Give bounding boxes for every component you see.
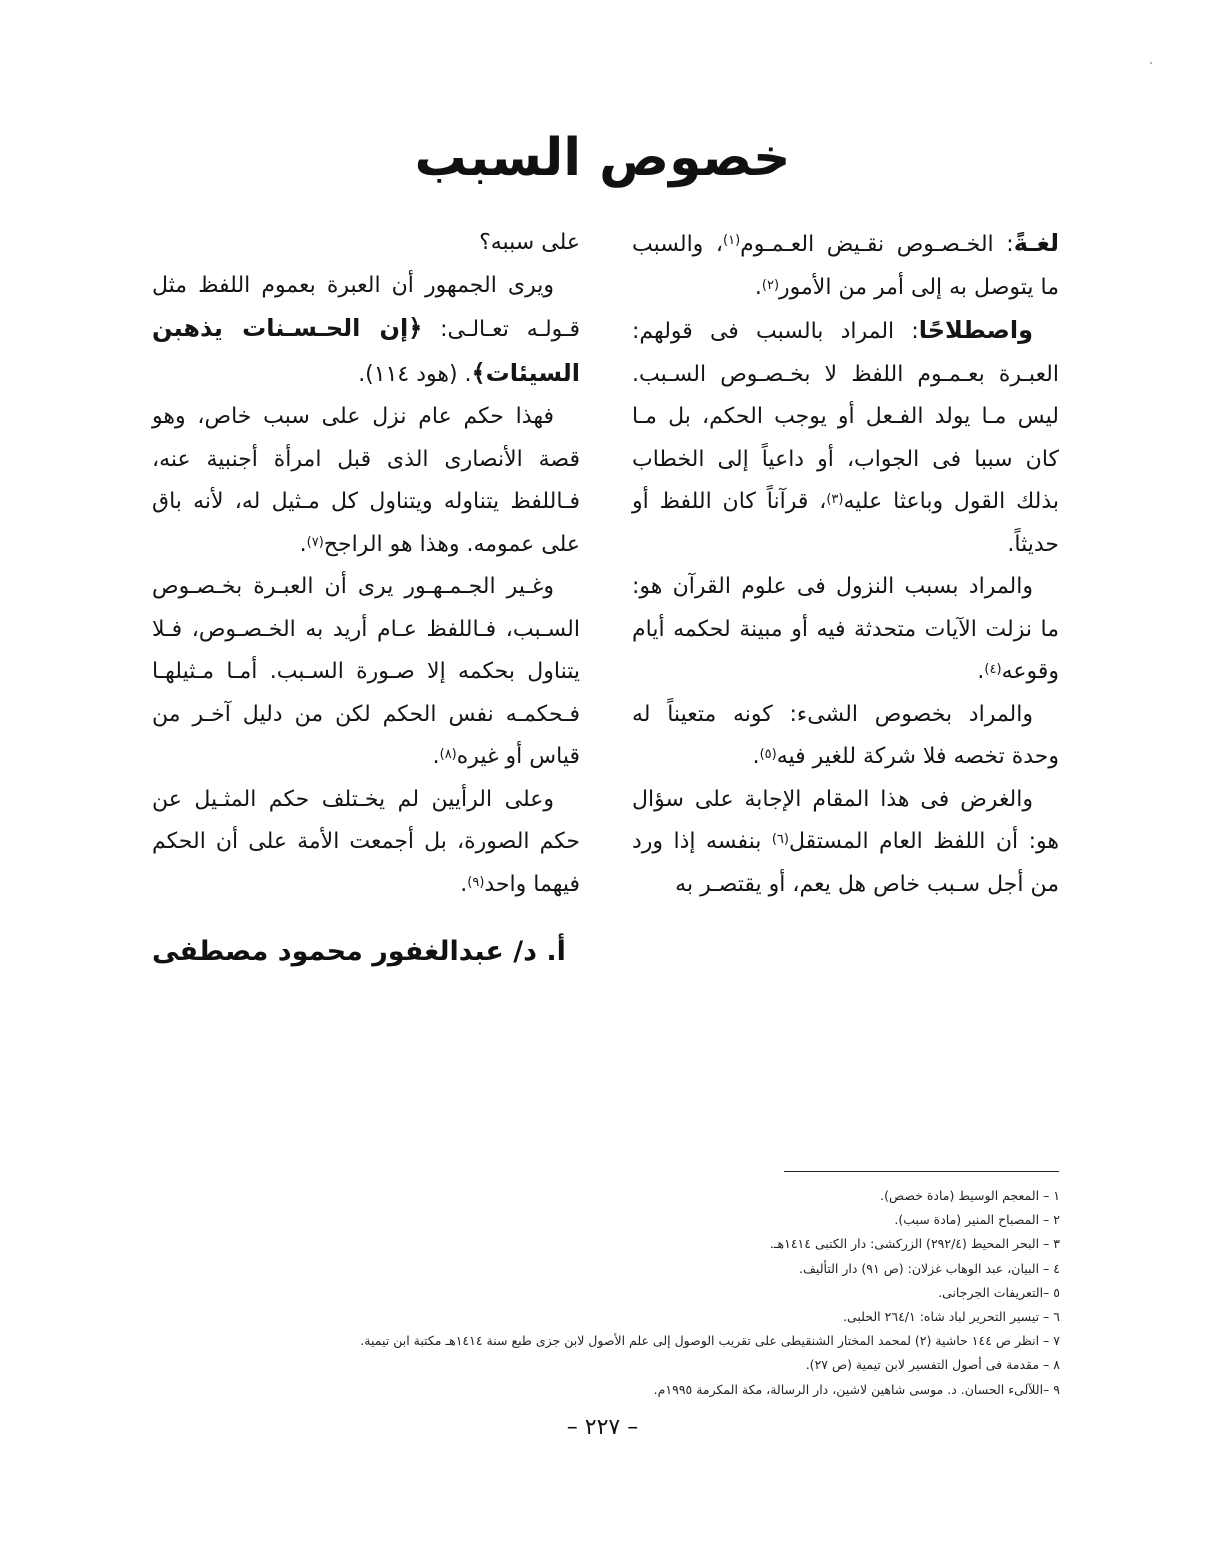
paragraph: ويرى الجمهور أن العبرة بعموم اللفظ مثل قـولـه تعـالـى: ﴿إن الحـسـنات يذهبن السيئات﴾. (هود ١١٤). xyxy=(152,272,580,387)
left-column xyxy=(152,222,580,906)
footnote-ref: (٥) xyxy=(759,747,777,762)
footnote-item: ١ – المعجم الوسيط (مادة خصص). xyxy=(880,1188,1060,1203)
paragraph: وغـير الجـمـهـور يرى أن العبـرة بخـصـوص السـبب، فـاللفظ عـام أريد به الخـصـوص، فـلا يتناول بحكمه إلا صـورة السـبب. أمـا مـثيلهـا فـحكمـه نفس الحكم لكن من دليل آخـر من قياس أو غيره$^{(٨)}$. xyxy=(152,574,580,769)
paragraph: وعلى الرأيين لم يخـتلف حكم المثـيل عن حكم الصورة، بل أجمعت الأمة على أن الحكم فيهما واحد$^{(٩)}$. xyxy=(152,786,580,897)
definition-linguistic: لغـةً: الخـصـوص نقـيض العـمـوم$^{(١)}$، والسبب ما يتوصل به إلى أمر من الأمور$^{(٢)}$. xyxy=(632,229,1060,300)
footnote-item: ٤ – البيان، عبد الوهاب غزلان: (ص ٩١) دار التأليف. xyxy=(799,1260,1060,1276)
footnote-ref: (٢) xyxy=(761,277,780,293)
definition-technical: واصطلاحًا: المراد بالسبب فى قولهم: العبـرة بعـمـوم اللفظ لا بخـصـوص السـبب. ليس مـا يولد الفـعل أو يوجب الحكم، بل مـا كان سببا فى الجواب، أو داعياً إلى الخطاب بذلك القول وباعثا عليه$^{(٣)}$، قرآناً كان اللفظ أو حديثاً. xyxy=(632,316,1059,557)
paragraph: فهذا حكم عام نزل على سبب خاص، وهو قصة الأنصارى الذى قبل امرأة أجنبية عنه، فـاللفظ يتناوله ويتناول كل مـثيل له، لأنه باق على عمومه. وهذا هو الراجح$^{(٧)}$. xyxy=(152,404,580,557)
right-column xyxy=(632,222,1059,906)
paragraph: والغرض فى هذا المقام الإجابة على سؤال هو: أن اللفظ العام المستقل$^{(٦)}$ بنفسه إذا ورد من أجل سـبب خاص هل يعم، أو يقتصـر به xyxy=(632,786,1059,897)
page-title: خصوص السبب xyxy=(414,128,791,188)
footnote-ref: (٩) xyxy=(467,874,485,890)
term-linguistic: لغـةً xyxy=(1013,229,1060,257)
footnote-ref: (٦) xyxy=(771,832,789,847)
scan-speck xyxy=(1150,62,1152,64)
paragraph: والمراد بسبب النزول فى علوم القرآن هو: ما نزلت الآيات متحدثة فيه أو مبينة لحكمه أيام وقوعه$^{(٤)}$. xyxy=(632,574,1059,684)
paragraph: والمراد بخصوص الشىء: كونه متعيناً له وحدة تخصه فلا شركة للغير فيه$^{(٥)}$. xyxy=(632,701,1059,769)
footnote-item: ٨ – مقدمة فى أصول التفسير لابن تيمية (ص ٢٧). xyxy=(805,1357,1060,1373)
paragraph: على سببه؟ xyxy=(479,230,580,255)
term-technical: واصطلاحًا xyxy=(918,316,1033,344)
footnote-ref: (٤) xyxy=(984,662,1002,677)
page-number: – ٢٢٧ – xyxy=(566,1415,639,1440)
author-signature: أ. د/ عبدالغفور محمود مصطفى xyxy=(152,936,566,967)
footnotes-list xyxy=(200,1184,1060,1402)
footnote-item: ٢ – المصباح المنير (مادة سبب). xyxy=(894,1212,1060,1228)
footnote-divider xyxy=(784,1171,1059,1172)
footnote-ref: (١) xyxy=(723,233,741,248)
footnote-item: ٥ –التعريفات الجرجانى. xyxy=(938,1284,1060,1300)
footnote-ref: (٨) xyxy=(439,747,457,762)
quran-verse: ﴿إن الحـسـنات يذهبن السيئات﴾ xyxy=(152,314,580,387)
footnote-item: ٦ – تيسير التحرير لباد شاه: ٢٦٤/١ الحلبى. xyxy=(843,1309,1060,1325)
footnote-item: ٧ – انظر ص ١٤٤ حاشية (٢) لمحمد المختار الشنقيطى على تقريب الوصول إلى علم الأصول لابن جزى طبع سنة ١٤١٤هـ مكتبة ابن تيمية. xyxy=(360,1333,1060,1349)
footnote-item: ٩ –اللآلىء الحسان. د. موسى شاهين لاشين، دار الرسالة، مكة المكرمة ١٩٩٥م. xyxy=(653,1381,1060,1397)
footnote-ref: (٧) xyxy=(306,534,324,550)
footnote-item: ٣ – البحر المحيط (٢٩٢/٤) الزركشى: دار الكتبى ١٤١٤هـ. xyxy=(769,1236,1060,1252)
footnote-ref: (٣) xyxy=(826,492,844,507)
